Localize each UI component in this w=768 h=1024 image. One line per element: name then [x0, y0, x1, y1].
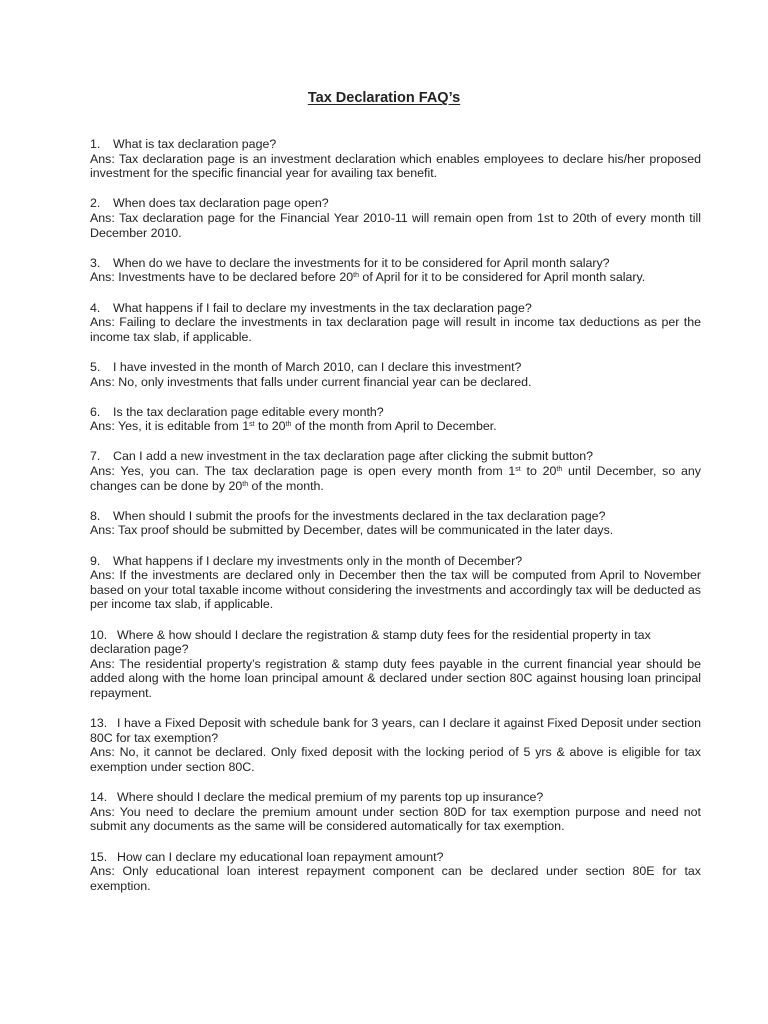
ordinal-suffix: th [285, 421, 292, 429]
faq-item [90, 554, 701, 612]
answer-prefix: Ans: [90, 151, 119, 166]
ordinal-suffix: th [353, 272, 359, 280]
faq-question [90, 360, 701, 375]
faq-question-text: How can I declare my educational loan repayment amount? [117, 849, 444, 864]
faq-answer [90, 805, 701, 834]
faq-question-text: When do we have to declare the investments for it to be considered for April month salary? [113, 255, 610, 270]
answer-prefix: Ans: [90, 656, 120, 671]
faq-answer [90, 152, 701, 181]
faq-item [90, 850, 701, 894]
faq-answer-text: of April for it to be considered for April month salary. [358, 270, 646, 285]
faq-item [90, 405, 701, 434]
faq-answer-text: Failing to declare the investments in tax declaration page will result in income tax deductions as per the income tax slab, if applicable. [90, 315, 701, 344]
faq-number: 14. [90, 790, 108, 805]
answer-prefix: Ans: [90, 864, 123, 879]
faq-answer-text: Tax declaration page is an investment declaration which enables employees to declare his/her proposed investment for the specific financial year for availing tax benefit. [90, 151, 701, 181]
faq-question [90, 716, 701, 745]
faq-answer [90, 375, 701, 390]
faq-number: 6. [90, 404, 101, 419]
answer-prefix: Ans: [90, 523, 119, 538]
faq-question [90, 301, 701, 316]
faq-answer [90, 523, 701, 538]
faq-question [90, 628, 701, 657]
answer-prefix: Ans: [90, 210, 119, 225]
ordinal-suffix: th [242, 480, 249, 488]
faq-item [90, 256, 701, 285]
faq-number: 7. [90, 449, 101, 464]
faq-answer-text: to 20 [254, 419, 286, 434]
faq-number: 13. [90, 716, 108, 731]
faq-question [90, 196, 701, 211]
faq-number: 8. [90, 508, 101, 523]
faq-answer-text: Yes, it is editable from 1 [118, 419, 250, 434]
faq-answer-text: You need to declare the premium amount under section 80D for tax exemption purpose and need not submit any documents as the same will be considered automatically for tax exemption. [90, 804, 701, 834]
faq-number: 1. [90, 137, 101, 151]
faq-answer-text: of the month from April to December. [291, 419, 497, 434]
faq-item [90, 716, 701, 774]
faq-question-text: I have invested in the month of March 2010, can I declare this investment? [113, 359, 522, 374]
faq-question [90, 256, 701, 271]
ordinal-suffix: th [556, 466, 563, 474]
page-title: Tax Declaration FAQ’s [307, 90, 461, 106]
faq-answer [90, 745, 701, 774]
answer-prefix: Ans: [90, 270, 119, 285]
faq-answer-text: Investments have to be declared before 20 [118, 270, 354, 285]
faq-number: 2. [90, 196, 101, 211]
answer-prefix: Ans: [90, 745, 120, 760]
faq-answer [90, 864, 701, 893]
faq-question-text: Where & how should I declare the registration & stamp duty fees for the residential property in tax declaration page? [90, 627, 651, 657]
faq-answer-text: Yes, you can. The tax declaration page is open every month from 1 [120, 464, 516, 479]
faq-answer [90, 315, 701, 344]
faq-answer-text: The residential property’s registration & stamp duty fees payable in the current financial year should be added along with the home loan principal amount & declared under section 80C against housing loan principal repayment. [90, 656, 701, 700]
faq-question-text: When should I submit the proofs for the investments declared in the tax declaration page? [113, 508, 606, 523]
answer-prefix: Ans: [90, 804, 120, 819]
faq-answer [90, 464, 701, 493]
answer-prefix: Ans: [90, 315, 120, 330]
faq-item [90, 790, 701, 834]
faq-answer-text: If the investments are declared only in December then the tax will be computed from April to November based on your total taxable income without considering the investments and accordingly tax will be deducted as per income tax slab, if applicable. [90, 568, 701, 612]
faq-answer-text: Tax proof should be submitted by December, dates will be communicated in the later days. [118, 523, 614, 538]
faq-answer-text: No, only investments that falls under current financial year can be declared. [118, 374, 532, 389]
faq-answer [90, 657, 701, 701]
faq-number: 9. [90, 553, 101, 568]
faq-item [90, 628, 701, 701]
ordinal-suffix: st [515, 466, 521, 474]
faq-answer-text: of the month. [248, 478, 324, 493]
faq-question-text: Can I add a new investment in the tax declaration page after clicking the submit button? [113, 449, 594, 464]
faq-item [90, 137, 701, 181]
faq-question-text: What happens if I fail to declare my investments in the tax declaration page? [113, 300, 532, 315]
faq-question-text: What is tax declaration page? [113, 137, 277, 151]
faq-answer [90, 211, 701, 240]
faq-question-text: I have a Fixed Deposit with schedule bank for 3 years, can I declare it against Fixed Deposit under section 80C for tax exemption? [90, 716, 701, 745]
faq-item [90, 449, 701, 493]
faq-answer-text: No, it cannot be declared. Only fixed deposit with the locking period of 5 yrs & above is eligible for tax exemption under section 80C. [90, 745, 701, 774]
faq-item [90, 301, 701, 345]
ordinal-suffix: st [249, 421, 255, 429]
answer-prefix: Ans: [90, 419, 119, 434]
faq-question-text: When does tax declaration page open? [113, 196, 329, 211]
faq-question-text: Is the tax declaration page editable every month? [113, 404, 384, 419]
faq-question [90, 790, 701, 805]
faq-answer-text: until December, so any changes can be done by 20 [90, 464, 701, 493]
faq-question [90, 509, 701, 524]
faq-question [90, 137, 701, 152]
faq-number: 4. [90, 300, 101, 315]
answer-prefix: Ans: [90, 374, 119, 389]
faq-answer [90, 568, 701, 612]
faq-question [90, 850, 701, 865]
faq-question-text: Where should I declare the medical premium of my parents top up insurance? [117, 790, 544, 805]
faq-item [90, 509, 701, 538]
faq-question [90, 405, 701, 420]
answer-prefix: Ans: [90, 568, 120, 583]
faq-item [90, 196, 701, 240]
faq-number: 10. [90, 627, 108, 642]
faq-answer [90, 270, 701, 285]
faq-question [90, 449, 701, 464]
faq-number: 15. [90, 849, 108, 864]
faq-question-text: What happens if I declare my investments only in the month of December? [113, 553, 523, 568]
faq-answer-text: to 20 [520, 464, 557, 479]
faq-item [90, 360, 701, 389]
answer-prefix: Ans: [90, 464, 121, 479]
faq-answer [90, 419, 701, 434]
faq-question [90, 554, 701, 569]
faq-list [90, 137, 701, 909]
faq-answer-text: Only educational loan interest repayment component can be declared under section 80E for tax exemption. [90, 864, 701, 893]
faq-number: 3. [90, 255, 101, 270]
faq-answer-text: Tax declaration page for the Financial Year 2010-11 will remain open from 1st to 20th of every month till December 2010. [90, 210, 701, 240]
faq-number: 5. [90, 359, 101, 374]
